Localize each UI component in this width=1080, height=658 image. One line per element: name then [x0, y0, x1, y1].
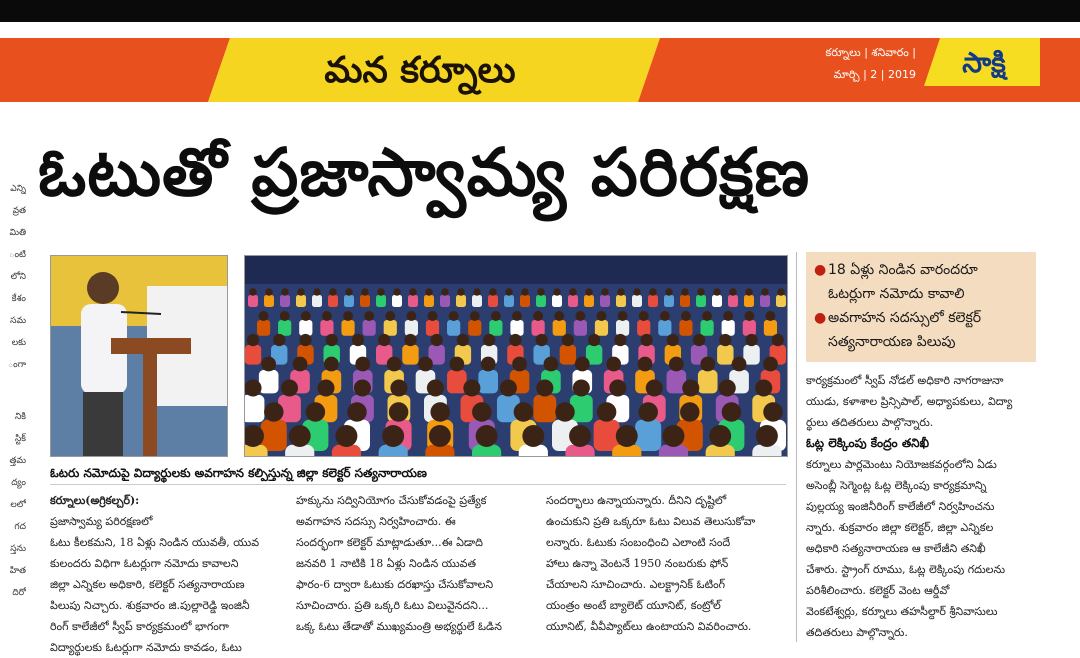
- audience-head: [569, 288, 577, 296]
- audience-head: [763, 357, 778, 372]
- audience-head: [418, 357, 433, 372]
- audience-head: [535, 334, 547, 346]
- body-line: ఒక్క ఓటు తేడాతో ముఖ్యమంత్రి అభ్యర్థులే ఓడిన: [296, 620, 502, 633]
- audience-head: [247, 334, 259, 346]
- audience-head: [597, 311, 607, 321]
- audience-head: [472, 402, 492, 422]
- audience-person: [504, 295, 514, 307]
- fragment-line: మితి: [9, 228, 26, 238]
- audience-head: [457, 288, 465, 296]
- body-line: పిలుపు నిచ్చారు. శుక్రవారం జి.పుల్లారెడ్డి ఇంజినీ: [50, 599, 250, 612]
- audience-head: [505, 288, 513, 296]
- audience-person: [405, 320, 418, 336]
- body-line: సందర్భంగా కలెక్టర్ మాట్లాడుతూ...ఈ ఏడాది: [296, 536, 483, 549]
- audience-head: [638, 402, 658, 422]
- audience-head: [509, 334, 521, 346]
- fragment-line: గద: [14, 522, 26, 532]
- audience-head: [745, 288, 753, 296]
- highlight-item: [814, 258, 1032, 282]
- audience-person: [637, 320, 650, 336]
- audience-person: [552, 295, 562, 307]
- audience-head: [404, 334, 416, 346]
- highlight-item: [814, 330, 1032, 354]
- audience-person: [488, 295, 498, 307]
- body-line: కర్నూలు పార్లమెంటు నియోజకవర్గంలోని ఏడు: [806, 458, 997, 471]
- audience-person: [635, 420, 661, 451]
- audience-head: [385, 311, 395, 321]
- audience-head: [680, 402, 700, 422]
- audience-head: [617, 288, 625, 296]
- audience-head: [390, 379, 407, 396]
- subheading: ఓట్ల లెక్కింపు కేంద్రం తనిఖీ: [806, 436, 929, 450]
- audience-head: [393, 288, 401, 296]
- audience-head: [521, 288, 529, 296]
- audience-head: [649, 288, 657, 296]
- audience-person: [632, 295, 642, 307]
- audience-person: [360, 295, 370, 307]
- body-line: ర్థులు తదితరులు పాల్గొన్నారు.: [806, 416, 934, 429]
- audience-head: [562, 334, 574, 346]
- audience-head: [639, 311, 649, 321]
- audience-person: [456, 295, 466, 307]
- audience-head: [756, 425, 778, 447]
- audience-head: [597, 402, 617, 422]
- audience-person: [344, 295, 354, 307]
- audience-head: [409, 288, 417, 296]
- bullet-icon: ●: [814, 262, 827, 278]
- fragment-line: ఎన్ని: [10, 184, 26, 194]
- audience-person: [328, 295, 338, 307]
- audience-head: [638, 357, 653, 372]
- audience-person: [533, 395, 556, 422]
- audience-person: [712, 295, 722, 307]
- body-line: అధికారి సత్యనారాయణ ఆ కాలేజీని తనిఖీ: [806, 542, 986, 555]
- audience-head: [761, 288, 769, 296]
- audience-head: [713, 288, 721, 296]
- audience-head: [324, 357, 339, 372]
- audience-head: [772, 334, 784, 346]
- audience-head: [389, 402, 409, 422]
- audience-person: [278, 320, 291, 336]
- audience-person: [510, 320, 523, 336]
- body-line: విద్యార్థులకు ఓటర్లుగా నమోదు కావడం, ఓటు: [50, 641, 242, 654]
- body-line: చేశారు. స్ట్రాంగ్ రూము, ఓట్ల లెక్కింపు గదులను: [806, 563, 1006, 576]
- body-line: వెంకటేశ్వర్లు, కర్నూలు తహసీల్దార్ శ్రీనివాసులు: [806, 605, 998, 618]
- fragment-line: ంటి: [9, 250, 26, 260]
- audience-person: [299, 320, 312, 336]
- audience-head: [364, 311, 374, 321]
- audience-person: [363, 320, 376, 336]
- audience-person: [341, 320, 354, 336]
- body-line: యుడు, కళాశాల ప్రిన్సిపాల్, అధ్యాపకులు, విద్యా: [806, 395, 1013, 408]
- audience-person: [478, 370, 498, 394]
- audience-person: [616, 320, 629, 336]
- audience-head: [667, 334, 679, 346]
- body-line: పరిశీలించారు. కలెక్టర్ వెంట ఆర్డీవో: [806, 584, 950, 597]
- body-line: అసెంబ్లీ సెగ్మెంట్ల ఓట్ల లెక్కింపు కార్యక్రమాన్ని: [806, 479, 987, 492]
- audience-person: [696, 295, 706, 307]
- audience-head: [361, 288, 369, 296]
- body-line: న్నారు. శుక్రవారం జిల్లా కలెక్టర్, జిల్లా ఎన్నికల: [806, 521, 994, 534]
- audience-head: [719, 379, 736, 396]
- section-title: మన కర్నూలు: [324, 50, 516, 91]
- audience-head: [281, 379, 298, 396]
- audience-person: [595, 320, 608, 336]
- audience-person: [426, 320, 439, 336]
- audience-head: [585, 288, 593, 296]
- body-line: యంత్రం అంటే బ్యాలెట్ యూనిట్, కంట్రోల్: [546, 599, 721, 612]
- audience-person: [408, 295, 418, 307]
- photo-caption: ఓటరు నమోదుపై విద్యార్థులకు అవగాహన కల్పిస్తున్న జిల్లా కలెక్టర్ సత్యనారాయణ: [50, 462, 786, 485]
- audience-head: [553, 288, 561, 296]
- audience-head: [744, 311, 754, 321]
- dateline-date: మార్చి | 2 | 2019: [833, 68, 916, 81]
- audience-head: [457, 334, 469, 346]
- audience-head: [763, 402, 783, 422]
- audience-person: [760, 295, 770, 307]
- fragment-line: లకు: [11, 338, 26, 348]
- fragment-line: సమ: [10, 316, 26, 326]
- top-black-bar: [0, 0, 1080, 22]
- fragment-line: స్టిక్: [14, 434, 26, 444]
- audience-head: [449, 311, 459, 321]
- audience-head: [575, 311, 585, 321]
- body-line: చేయాలని సూచించారు. ఎలక్ట్రానిక్ ఓటింగ్: [546, 578, 726, 591]
- audience-head: [326, 334, 338, 346]
- body-line: పుల్లయ్య ఇంజినీరింగ్ కాలేజీలో నిర్వహించను: [806, 500, 995, 513]
- body-column-2: [296, 490, 528, 637]
- audience-head: [355, 357, 370, 372]
- audience-head: [618, 311, 628, 321]
- dateline: [806, 42, 916, 86]
- audience-head: [249, 288, 257, 296]
- audience-head: [491, 311, 501, 321]
- audience-head: [588, 334, 600, 346]
- audience-person: [264, 295, 274, 307]
- audience-person: [717, 345, 733, 365]
- audience-person: [447, 320, 460, 336]
- audience-head: [347, 402, 367, 422]
- audience-head: [514, 402, 534, 422]
- audience-head: [702, 311, 712, 321]
- audience-person: [280, 295, 290, 307]
- body-line: లన్నారు. ఓటుకు సంబంధించి ఎలాంటి సందే: [546, 536, 731, 549]
- audience-head: [280, 311, 290, 321]
- body-line: యూనిట్, వీవీప్యాట్‌లు ఉంటాయని వివరించారు.: [546, 620, 752, 633]
- audience-head: [732, 357, 747, 372]
- fragment-line: వ్రత: [12, 206, 26, 216]
- body-line: ఓటు కీలకమని, 18 ఏళ్లు నిండిన యువతీ, యువ: [50, 536, 260, 549]
- audience-head: [722, 402, 742, 422]
- body-line: రింగ్ కాలేజీలో స్వీప్ కార్యక్రమంలో భాగంగా: [50, 620, 229, 633]
- body-line: అవగాహన సదస్సు నిర్వహించారు. ఈ: [296, 515, 456, 528]
- body-line: జనవరి 1 నాటికి 18 ఏళ్లు నిండిన యువత: [296, 557, 477, 570]
- audience-person: [468, 320, 481, 336]
- audience-head: [512, 357, 527, 372]
- audience-person: [764, 320, 777, 336]
- audience-head: [299, 334, 311, 346]
- audience-head: [544, 357, 559, 372]
- audience-head: [700, 357, 715, 372]
- audience-head: [616, 425, 638, 447]
- audience-person: [776, 295, 786, 307]
- audience-head: [345, 288, 353, 296]
- audience-head: [709, 425, 731, 447]
- audience-person: [600, 295, 610, 307]
- audience-head: [382, 425, 404, 447]
- audience-head: [377, 288, 385, 296]
- audience-head: [522, 425, 544, 447]
- audience-person: [520, 295, 530, 307]
- audience-person: [616, 295, 626, 307]
- audience-person: [536, 295, 546, 307]
- body-line: ఉంచుకుని ప్రతి ఒక్కరూ ఓటు విలువ తెలుసుకోవా: [546, 515, 756, 528]
- audience-person: [658, 320, 671, 336]
- audience-head: [681, 311, 691, 321]
- fragment-line: ద్యం: [11, 478, 26, 488]
- body-line: జిల్లా ఎన్నికల అధికారి, కలెక్టర్ సత్యనారాయణ: [50, 578, 245, 591]
- audience-head: [264, 402, 284, 422]
- body-column-1: [50, 490, 282, 658]
- audience-person: [728, 295, 738, 307]
- audience-head: [352, 334, 364, 346]
- audience-person: [248, 295, 258, 307]
- audience-head: [536, 379, 553, 396]
- audience-head: [335, 425, 357, 447]
- audience-head: [663, 425, 685, 447]
- audience-person: [424, 295, 434, 307]
- audience-head: [449, 357, 464, 372]
- audience-head: [329, 288, 337, 296]
- body-column-right: [806, 370, 1042, 643]
- highlight-text: ఓటర్లుగా నమోదు కావాలి: [828, 286, 965, 302]
- audience-head: [317, 379, 334, 396]
- audience-person: [568, 295, 578, 307]
- audience-person: [440, 295, 450, 307]
- audience-head: [261, 357, 276, 372]
- audience-head: [476, 425, 498, 447]
- fragment-line: హిత: [9, 566, 26, 576]
- audience-person: [312, 295, 322, 307]
- banner-orange-left: [0, 38, 230, 102]
- audience-head: [313, 288, 321, 296]
- audience-person: [472, 295, 482, 307]
- highlight-text: అవగాహన సదస్సులో కలెక్టర్: [828, 310, 982, 326]
- audience-head: [489, 288, 497, 296]
- audience-head: [483, 334, 495, 346]
- highlight-item: [814, 282, 1032, 306]
- audience-head: [537, 288, 545, 296]
- audience-head: [427, 379, 444, 396]
- fragment-line: దిరో: [12, 588, 26, 598]
- audience-head: [719, 334, 731, 346]
- audience-head: [533, 311, 543, 321]
- audience-person: [376, 295, 386, 307]
- audience-person: [384, 320, 397, 336]
- audience-person: [648, 295, 658, 307]
- fragment-line: లోని: [10, 272, 26, 282]
- audience-person: [560, 345, 576, 365]
- audience-head: [554, 311, 564, 321]
- audience-head: [306, 402, 326, 422]
- audience-person: [245, 395, 264, 422]
- audience-head: [681, 288, 689, 296]
- audience-head: [481, 357, 496, 372]
- dateline-place: కర్నూలు(అగ్రికల్చర్):: [50, 494, 140, 507]
- audience-head: [512, 311, 522, 321]
- audience-head: [289, 425, 311, 447]
- audience-head: [646, 379, 663, 396]
- audience-head: [473, 288, 481, 296]
- fragment-line: నికి: [14, 412, 26, 422]
- body-line: కార్యక్రమంలో స్వీప్ నోడల్ అధికారి నాగరాజునా: [806, 374, 1004, 387]
- audience-head: [281, 288, 289, 296]
- audience-head: [430, 402, 450, 422]
- audience-person: [257, 320, 270, 336]
- speaker-photo: [50, 255, 228, 457]
- body-column-3: [546, 490, 788, 637]
- audience-head: [569, 425, 591, 447]
- body-line: కులందరు విధిగా ఓటర్లుగా నమోదు కావాలని: [50, 557, 239, 570]
- audience-head: [723, 311, 733, 321]
- audience-person: [744, 295, 754, 307]
- body-line: సందర్భాలు ఉన్నాయన్నారు. దీనిని దృష్టిలో: [546, 494, 727, 507]
- highlight-item: [814, 306, 1032, 330]
- audience-head: [428, 311, 438, 321]
- audience-head: [765, 311, 775, 321]
- audience-head: [245, 379, 262, 396]
- audience-head: [425, 288, 433, 296]
- audience-person: [584, 295, 594, 307]
- audience-person: [553, 320, 566, 336]
- audience-head: [614, 334, 626, 346]
- fragment-line: స్తను: [10, 544, 26, 554]
- fragment-line: కేశం: [11, 294, 26, 304]
- audience-head: [273, 334, 285, 346]
- audience-head: [406, 311, 416, 321]
- audience-person: [700, 320, 713, 336]
- audience-head: [441, 288, 449, 296]
- dateline-day: కర్నూలు | శనివారం |: [825, 46, 916, 59]
- audience-person: [245, 445, 268, 456]
- audience-head: [633, 288, 641, 296]
- audience-person: [664, 295, 674, 307]
- highlight-text: 18 ఏళ్లు నిండిన వారందరూ: [828, 262, 978, 278]
- audience-head: [729, 288, 737, 296]
- audience-head: [697, 288, 705, 296]
- audience-person: [743, 320, 756, 336]
- audience-head: [259, 311, 269, 321]
- audience-head: [606, 357, 621, 372]
- audience-head: [640, 334, 652, 346]
- audience-head: [575, 357, 590, 372]
- audience-head: [755, 379, 772, 396]
- audience-person: [245, 345, 261, 365]
- audience-head: [463, 379, 480, 396]
- fragment-line: ంగా: [7, 360, 26, 370]
- fragment-line: త్తమ: [9, 456, 26, 466]
- audience-head: [601, 288, 609, 296]
- audience-head: [573, 379, 590, 396]
- body-line: హాలు ఉన్నా వెంటనే 1950 నంబరుకు ఫోన్: [546, 557, 729, 570]
- audience-person: [402, 345, 418, 365]
- audience-person: [532, 320, 545, 336]
- audience-head: [665, 288, 673, 296]
- audience-head: [669, 357, 684, 372]
- audience-head: [322, 311, 332, 321]
- adjacent-column-fragment: [0, 178, 26, 650]
- audience-head: [470, 311, 480, 321]
- audience-head: [387, 357, 402, 372]
- column-rule: [796, 252, 797, 642]
- audience-person: [722, 320, 735, 336]
- audience-head: [343, 311, 353, 321]
- audience-head: [693, 334, 705, 346]
- audience-person: [680, 295, 690, 307]
- audience-person: [698, 370, 718, 394]
- audience-head: [777, 288, 785, 296]
- audience-photo: [244, 255, 788, 457]
- bullet-icon: ●: [814, 310, 827, 326]
- audience-head: [745, 334, 757, 346]
- audience-head: [555, 402, 575, 422]
- audience-head: [609, 379, 626, 396]
- audience-head: [297, 288, 305, 296]
- body-line: ఫారం-6 ద్వారా ఓటుకు దరఖాస్తు చేసుకోవాలని: [296, 578, 494, 591]
- headline: ఓటుతో ప్రజాస్వామ్య పరిరక్షణ: [38, 134, 811, 211]
- audience-head: [378, 334, 390, 346]
- highlight-text: సత్యనారాయణ పిలుపు: [828, 334, 956, 350]
- body-line: సూచించారు. ప్రతి ఒక్కరి ఓటు విలువైనదని...: [296, 599, 489, 612]
- audience-head: [429, 425, 451, 447]
- audience-person: [574, 320, 587, 336]
- audience-person: [296, 295, 306, 307]
- body-line: కర్నూలు(అగ్రికల్చర్): ప్రజాస్వామ్య పరిరక్షణలో: [50, 494, 153, 528]
- highlights-box: [806, 252, 1036, 362]
- audience-person: [259, 370, 279, 394]
- body-line: హక్కును సద్వినియోగం చేసుకోవడంపై ప్రత్యేక: [296, 494, 487, 507]
- audience-person: [679, 320, 692, 336]
- fragment-line: లలో: [10, 500, 26, 510]
- audience-person: [489, 320, 502, 336]
- audience-head: [660, 311, 670, 321]
- audience-head: [431, 334, 443, 346]
- audience-head: [500, 379, 517, 396]
- audience-person: [392, 295, 402, 307]
- audience-head: [682, 379, 699, 396]
- audience-person: [320, 320, 333, 336]
- sakshi-logo: సాక్షి: [962, 46, 1006, 79]
- audience-head: [354, 379, 371, 396]
- audience-head: [301, 311, 311, 321]
- audience-head: [265, 288, 273, 296]
- body-line: తదితరులు పాల్గొన్నారు.: [806, 626, 908, 639]
- audience-head: [293, 357, 308, 372]
